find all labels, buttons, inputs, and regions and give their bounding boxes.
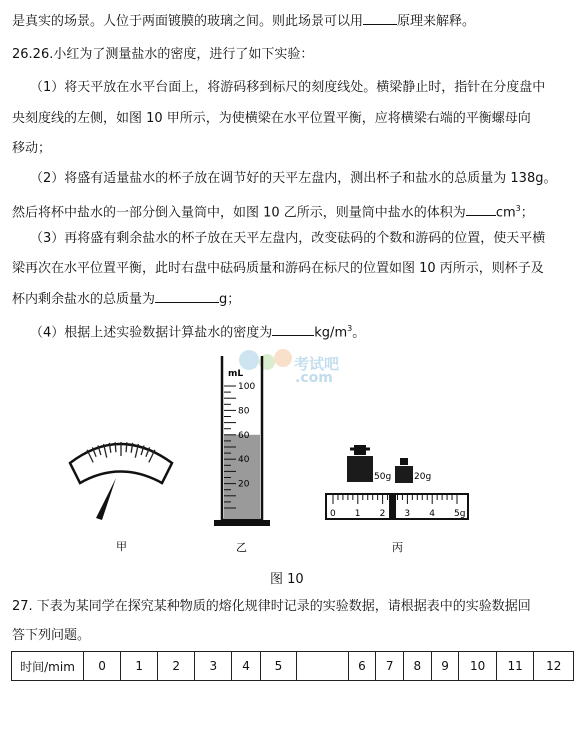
weight-50g	[347, 445, 391, 482]
table-cell: 11	[496, 652, 534, 681]
unit-kgm-sup: 3	[347, 324, 353, 333]
weight-20g	[395, 458, 431, 483]
unit-cm-sup: 3	[515, 204, 521, 213]
question-26-title: 26.26.小红为了测量盐水的密度，进行了如下实验：	[12, 47, 314, 62]
ruler-tick-label: 3	[404, 509, 411, 519]
table-cell: 6	[348, 652, 376, 681]
balance-pointer	[96, 478, 116, 520]
step-2-line-a: （2）将盛有适量盐水的杯子放在调节好的天平左盘内，测出杯子和盐水的总质量为 138g。	[30, 171, 557, 186]
table-cell: 7	[376, 652, 404, 681]
unit-cm: cm	[495, 205, 516, 221]
table-row	[12, 652, 574, 681]
p1b-text: 原理来解释。	[397, 14, 476, 29]
ruler-tick-label: 1	[354, 509, 361, 519]
watermark-url: .com	[295, 370, 333, 386]
question-27-line-a: 27. 下表为某同学在探究某种物质的熔化规律时记录的实验数据，请根据表中的实验数据回	[12, 599, 531, 614]
table-cell: 4	[232, 652, 261, 681]
cylinder-tick-label: 60	[238, 430, 250, 441]
step-1-line-b: 央刻度线的左侧，如图 10 甲所示，为使横梁在水平位置平衡，应将横梁右端的平衡螺母向	[12, 111, 531, 126]
step-2-text: 然后将杯中盐水的一部分倒入量筒中，如图 10 乙所示，则量筒中盐水的体积为	[12, 205, 466, 221]
table-cell: 9	[431, 652, 459, 681]
scale-tick	[115, 442, 116, 452]
table-cell[interactable]	[297, 652, 349, 681]
unit-kgm: kg/m	[314, 325, 348, 341]
label-bing: 丙	[392, 541, 403, 554]
weight-50g-label: 50g	[374, 472, 392, 482]
step-3-end: g；	[219, 292, 241, 307]
step-4-end: 。	[352, 325, 366, 341]
table-cell: 2	[158, 652, 195, 681]
weights-and-ruler-bing	[326, 445, 468, 554]
cylinder-tick-label: 100	[238, 382, 256, 392]
table-cell: 10	[459, 652, 497, 681]
p1-text: 是真实的场景。人位于两面镀膜的玻璃之间。则此场景可以用	[12, 14, 364, 29]
cylinder-tick-label: 20	[238, 479, 250, 490]
watermark-logo	[239, 349, 339, 386]
step-3-line-a: （3）再将盛有剩余盐水的杯子放在天平左盘内，改变砝码的个数和游码的位置，使天平横	[30, 231, 546, 246]
table-cell: 1	[121, 652, 158, 681]
data-table	[11, 651, 574, 681]
step-1-line-a: （1）将天平放在水平台面上，将游码移到标尺的刻度线处。横梁静止时，指针在分度盘中	[30, 80, 546, 95]
pointer-scale-jia	[70, 442, 172, 553]
scale-tick	[126, 442, 127, 452]
cylinder-tick-label: 40	[238, 455, 250, 466]
figure-caption: 图 10	[270, 572, 304, 587]
step-4-text: （4）根据上述实验数据计算盐水的密度为	[30, 325, 273, 341]
ruler-tick-label: 2	[379, 509, 386, 519]
table-cell: 0	[84, 652, 121, 681]
ruler-rider	[389, 494, 396, 519]
graduated-cylinder-yi	[214, 356, 270, 554]
watermark-text: 考试吧	[294, 355, 340, 373]
step-2-end: ；	[520, 205, 534, 221]
step-3-line-b: 梁再次在水平位置平衡，此时右盘中砝码质量和游码在标尺的位置如图 10 丙所示，则杯子及	[12, 261, 544, 276]
ruler-tick-label: 5g	[454, 509, 466, 519]
cylinder-tick-label: 80	[238, 406, 250, 417]
ruler-tick-label: 4	[429, 509, 435, 519]
table-cell: 5	[260, 652, 296, 681]
question-27-line-b: 答下列问题。	[12, 628, 91, 643]
table-cell: 12	[534, 652, 574, 681]
label-jia: 甲	[116, 540, 127, 553]
table-cell: 3	[195, 652, 232, 681]
weight-20g-label: 20g	[414, 472, 432, 482]
table-header-cell: 时间/mim	[12, 652, 84, 681]
cylinder-unit: mL	[228, 369, 244, 379]
ruler-tick-label: 0	[330, 509, 336, 519]
step-1-line-c: 移动；	[12, 141, 52, 156]
label-yi: 乙	[236, 541, 247, 554]
step-3-text: 杯内剩余盐水的总质量为	[12, 292, 156, 307]
table-cell: 8	[403, 652, 431, 681]
